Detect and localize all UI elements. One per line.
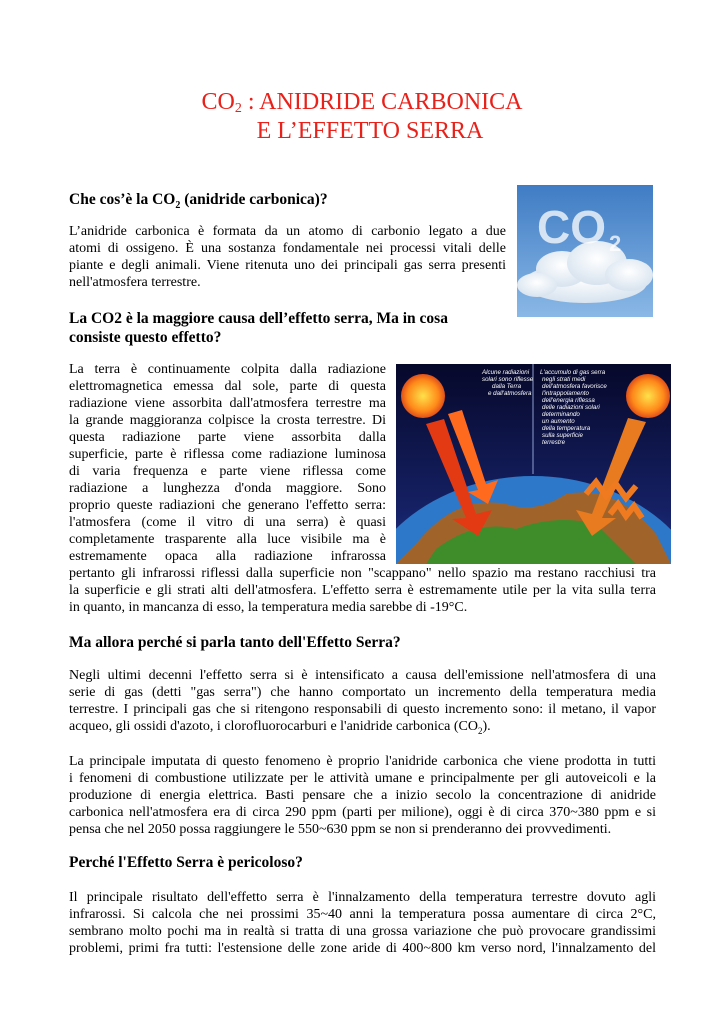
section-paragraph-greenhouse-narrow: La terra è continuamente colpita dalla radiazione elettromagnetica emessa dal sole, parte di questa radiazione viene assorbita dall'atmosfera terrestre ma la grande maggioranza colpisce la crosta terrestre. Di questa radiazione parte viene assorbita dalla superficie, parte è riflessa come radiazione luminosa di varia frequenza e parte viene riflessa come radiazione a lunghezza d'onda maggiore. Sono proprio queste radiazioni che generano l'effetto serra: l'atmosfera (come il vitro di una serra) è quasi completamente trasparente alla luce visibile ma è estremamente opaca alla radiazione infrarossa [69, 362, 386, 564]
svg-text:dell'atmosfera favorisce: dell'atmosfera favorisce [542, 383, 607, 390]
section-paragraph-why-talk-1: Negli ultimi decenni l'effetto serra si è intensificato a causa dell'emissione nell'atmosfera di una serie di gas (detti "gas serra") che hanno comportato un incremento della temperatura media terrestre. I principali gas che si ritengono responsabili di questo incremento sono: il metano, il vapor acqueo, gli ossidi d'azoto, i clorofluorocarburi e l'anidride carbonica $(CO_2)$. [69, 668, 656, 736]
co2-cloud-letters: CO [537, 201, 606, 253]
svg-text:dell'energia riflessa: dell'energia riflessa [542, 397, 595, 404]
svg-text:solari sono riflesse: solari sono riflesse [482, 376, 534, 383]
document-title-line2: E L’EFFETTO SERRA [256, 118, 484, 144]
co2-cloud-image [517, 185, 653, 317]
svg-text:un aumento: un aumento [542, 418, 575, 425]
svg-text:sulla superficie: sulla superficie [542, 432, 583, 439]
svg-text:dalla Terra: dalla Terra [492, 383, 522, 390]
greenhouse-effect-diagram [396, 364, 671, 564]
svg-text:della temperatura: della temperatura [542, 425, 591, 432]
svg-text:delle radiazioni solari: delle radiazioni solari [542, 404, 600, 411]
section-heading-why-talk: Ma allora perché si parla tanto dell'Effetto Serra? [69, 634, 401, 651]
section-paragraph-why-talk-2: La principale imputata di questo fenomeno è proprio l'anidride carbonica che viene prodotta in tutti i fenomeni di combustione utilizzate per le attività umane e principalmente per gli autoveicoli e la produzione di energia elettrica. Basti pensare che a inizio secolo la concentrazione di anidride carbonica nell'atmosfera era di circa 290 ppm (parti per milione), oggi è di circa 370~380 ppm e si pensa che nel 2050 possa raggiungere le 550~630 ppm se non si prenderanno dei provvedimenti. [69, 754, 656, 837]
svg-text:e dall'atmosfera: e dall'atmosfera [488, 390, 532, 397]
svg-text:determinando: determinando [542, 411, 580, 418]
co2-cloud-subscript: 2 [609, 231, 622, 256]
section-heading-co2: Che cos’è la $CO_2$ (anidride carbonica)? [69, 191, 328, 212]
svg-text:terrestre: terrestre [542, 439, 566, 446]
svg-text:L'accumulo di gas serra: L'accumulo di gas serra [540, 369, 606, 376]
svg-text:l'intrappolamento: l'intrappolamento [542, 390, 589, 397]
svg-text:Alcune radiazioni: Alcune radiazioni [482, 369, 530, 376]
section-paragraph-greenhouse-wide: pertanto gli infrarossi riflessi dalla superficie non "scappano" nello spazio ma restano racchiusi tra la superficie e gli strati alti dell'atmosfera. L'effetto serra è estremamente utile per la vita sulla terra in quanto, in mancanza di esso, la temperatura media sarebbe di -19°C. [69, 566, 656, 615]
section-heading-greenhouse: La CO2 è la maggiore causa dell’effetto serra, Ma in cosa consiste questo effetto? [69, 310, 448, 346]
section-paragraph-co2: L’anidride carbonica è formata da un atomo di carbonio legato a due atomi di ossigeno. È una sostanza fondamentale nei processi vitali delle piante e degli animali. Viene ritenuta uno dei principali gas serra presenti nell'atmosfera terrestre. [69, 224, 506, 290]
svg-text:negli strati medi: negli strati medi [542, 376, 586, 383]
section-heading-danger: Perché l'Effetto Serra è pericoloso? [69, 854, 303, 871]
document-title-line1: $CO_2$ : ANIDRIDE CARBONICA [201, 89, 523, 116]
section-paragraph-danger: Il principale risultato dell'effetto serra è l'innalzamento della temperatura terrestre dovuto agli infrarossi. Si calcola che nei prossimi 35~40 anni la temperatura possa aumentare di circa 2°C, sembrano molto pochi ma in realtà si tratta di una grossa variazione che può provocare grandissimi problemi, primi fra tutti: l'estensione delle zone aride di 400~800 km verso nord, l'innalzamento del [69, 890, 656, 956]
